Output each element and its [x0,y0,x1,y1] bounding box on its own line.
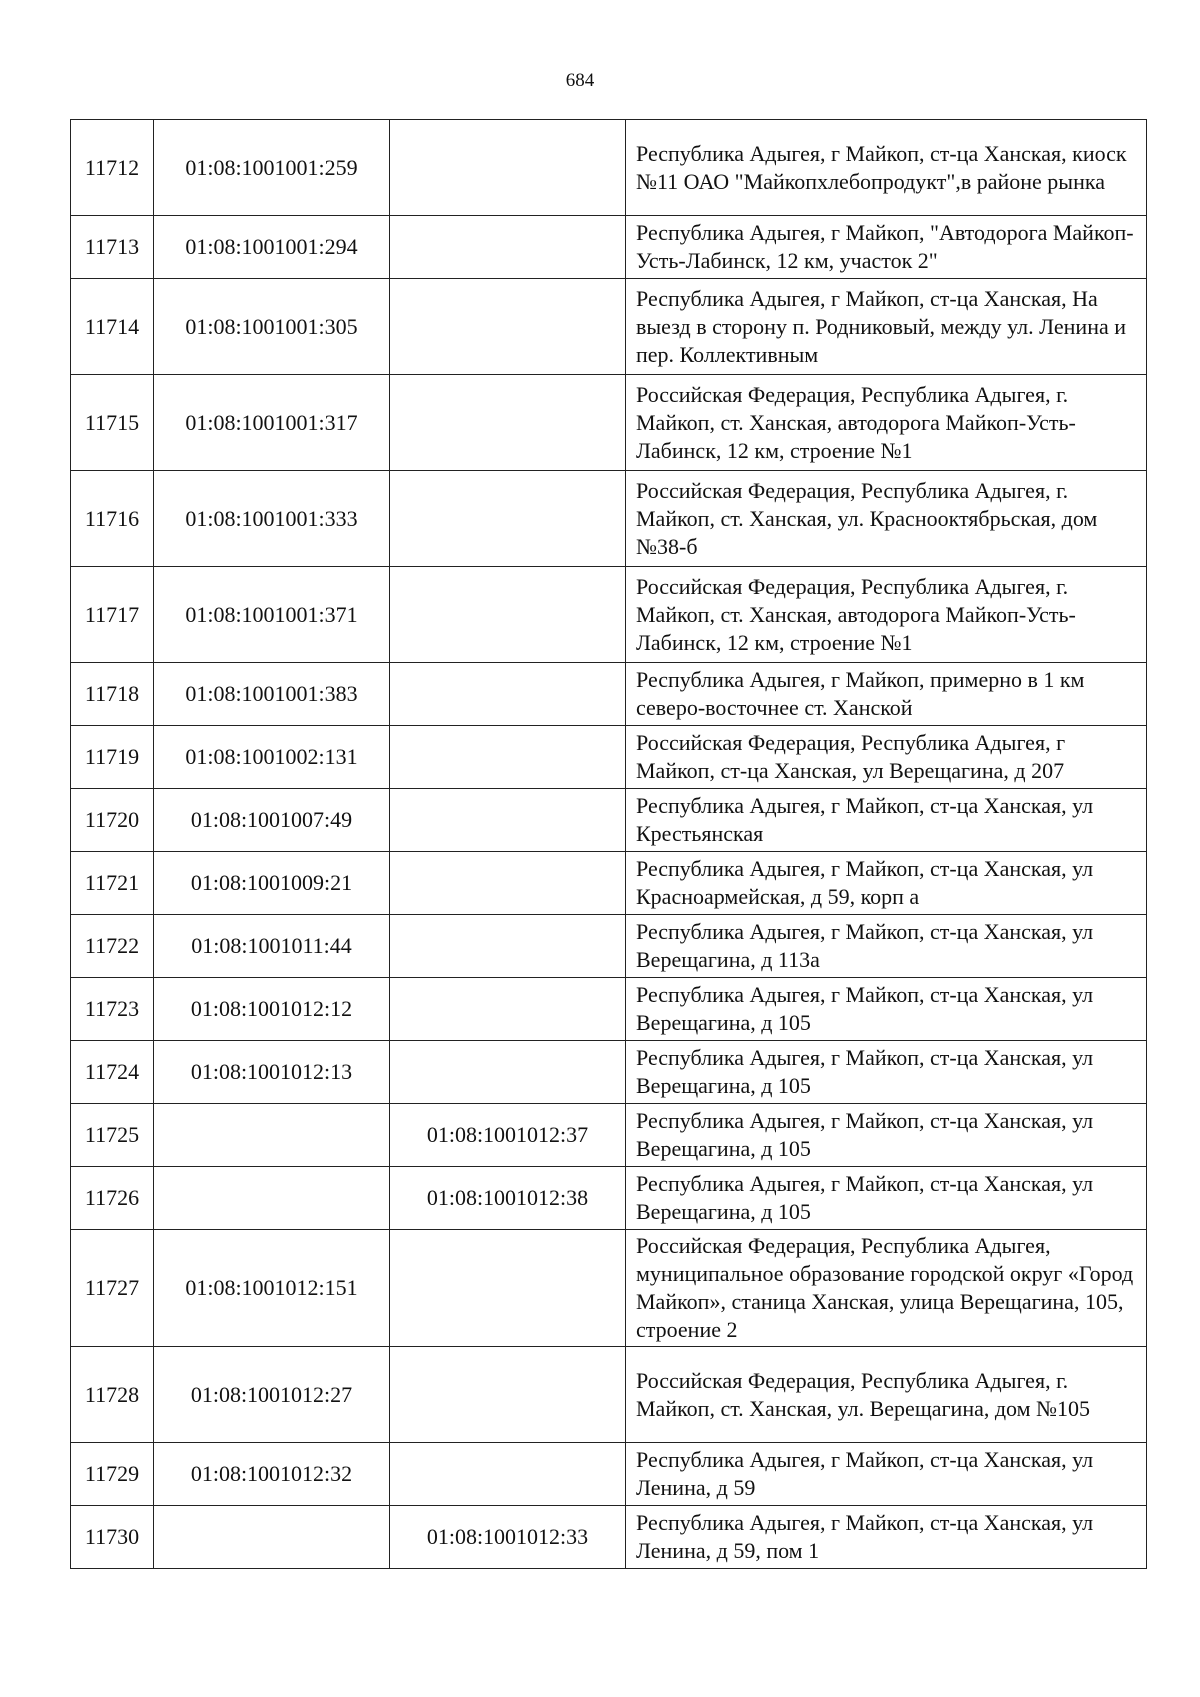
cadastral-number: 01:08:1001012:12 [154,978,390,1041]
cadastral-number: 01:08:1001001:305 [154,279,390,375]
address: Российская Федерация, Республика Адыгея, г. Майкоп, ст. Ханская, ул. Краснооктябрьская, дом №38-б [626,471,1147,567]
cadastral-number: 01:08:1001012:32 [154,1443,390,1506]
address: Республика Адыгея, г Майкоп, ст-ца Ханская, ул Верещагина, д 105 [626,978,1147,1041]
cadastral-number: 01:08:1001001:317 [154,375,390,471]
cadastral-number: 01:08:1001012:27 [154,1347,390,1443]
row-number: 11713 [71,216,154,279]
parent-cadastral-number [390,663,626,726]
table-row [71,978,1147,1041]
row-number: 11714 [71,279,154,375]
parent-cadastral-number [390,789,626,852]
address: Республика Адыгея, г Майкоп, ст-ца Ханская, ул Ленина, д 59, пом 1 [626,1506,1147,1569]
table-row [71,1041,1147,1104]
parent-cadastral-number [390,471,626,567]
table-row [71,567,1147,663]
address: Российская Федерация, Республика Адыгея, г Майкоп, ст-ца Ханская, ул Верещагина, д 207 [626,726,1147,789]
parent-cadastral-number: 01:08:1001012:38 [390,1167,626,1230]
row-number: 11720 [71,789,154,852]
row-number: 11725 [71,1104,154,1167]
cadastral-number: 01:08:1001012:151 [154,1230,390,1347]
cadastral-number: 01:08:1001011:44 [154,915,390,978]
parent-cadastral-number [390,852,626,915]
table-row [71,789,1147,852]
address: Республика Адыгея, г Майкоп, ст-ца Ханская, киоск №11 ОАО "Майкопхлебопродукт",в районе рынка [626,120,1147,216]
table-row [71,279,1147,375]
address: Республика Адыгея, г Майкоп, ст-ца Ханская, ул Красноармейская, д 59, корп а [626,852,1147,915]
table-row [71,1230,1147,1347]
row-number: 11722 [71,915,154,978]
cadastral-number [154,1104,390,1167]
address: Республика Адыгея, г Майкоп, ст-ца Ханская, ул Крестьянская [626,789,1147,852]
cadastral-number: 01:08:1001012:13 [154,1041,390,1104]
cadastral-number [154,1506,390,1569]
table-row [71,1506,1147,1569]
table-row [71,915,1147,978]
cadastral-number: 01:08:1001007:49 [154,789,390,852]
row-number: 11717 [71,567,154,663]
row-number: 11729 [71,1443,154,1506]
table-row [71,663,1147,726]
address: Республика Адыгея, г Майкоп, примерно в 1 км северо-восточнее ст. Ханской [626,663,1147,726]
cadastral-number: 01:08:1001002:131 [154,726,390,789]
table-row [71,726,1147,789]
parent-cadastral-number: 01:08:1001012:33 [390,1506,626,1569]
row-number: 11719 [71,726,154,789]
cadastral-number: 01:08:1001001:371 [154,567,390,663]
parent-cadastral-number [390,1443,626,1506]
address: Республика Адыгея, г Майкоп, "Автодорога Майкоп-Усть-Лабинск, 12 км, участок 2" [626,216,1147,279]
row-number: 11712 [71,120,154,216]
row-number: 11724 [71,1041,154,1104]
parent-cadastral-number [390,375,626,471]
parent-cadastral-number [390,726,626,789]
address: Республика Адыгея, г Майкоп, ст-ца Ханская, ул Верещагина, д 105 [626,1041,1147,1104]
parent-cadastral-number [390,567,626,663]
parent-cadastral-number [390,978,626,1041]
page-number: 684 [565,70,595,91]
cadastral-table [70,119,1147,1569]
parent-cadastral-number [390,216,626,279]
parent-cadastral-number [390,915,626,978]
table-row [71,1167,1147,1230]
cadastral-number: 01:08:1001001:294 [154,216,390,279]
table-row [71,375,1147,471]
parent-cadastral-number: 01:08:1001012:37 [390,1104,626,1167]
row-number: 11726 [71,1167,154,1230]
address: Российская Федерация, Республика Адыгея, муниципальное образование городской округ «Город Майкоп», станица Ханская, улица Верещагина, 105, строение 2 [626,1230,1147,1347]
address: Республика Адыгея, г Майкоп, ст-ца Ханская, ул Верещагина, д 113а [626,915,1147,978]
row-number: 11728 [71,1347,154,1443]
table-row [71,852,1147,915]
row-number: 11716 [71,471,154,567]
table-row [71,1104,1147,1167]
parent-cadastral-number [390,1230,626,1347]
row-number: 11718 [71,663,154,726]
address: Республика Адыгея, г Майкоп, ст-ца Ханская, ул Верещагина, д 105 [626,1104,1147,1167]
table-row [71,1347,1147,1443]
table-row [71,216,1147,279]
cadastral-number: 01:08:1001001:333 [154,471,390,567]
row-number: 11721 [71,852,154,915]
cadastral-number [154,1167,390,1230]
row-number: 11727 [71,1230,154,1347]
row-number: 11730 [71,1506,154,1569]
address: Республика Адыгея, г Майкоп, ст-ца Ханская, На выезд в сторону п. Родниковый, между ул. Ленина и пер. Коллективным [626,279,1147,375]
address: Российская Федерация, Республика Адыгея, г. Майкоп, ст. Ханская, автодорога Майкоп-Усть-Лабинск, 12 км, строение №1 [626,375,1147,471]
cadastral-number: 01:08:1001009:21 [154,852,390,915]
address: Республика Адыгея, г Майкоп, ст-ца Ханская, ул Верещагина, д 105 [626,1167,1147,1230]
address: Российская Федерация, Республика Адыгея, г. Майкоп, ст. Ханская, ул. Верещагина, дом №105 [626,1347,1147,1443]
table-row [71,120,1147,216]
parent-cadastral-number [390,279,626,375]
table-row [71,471,1147,567]
parent-cadastral-number [390,1041,626,1104]
cadastral-number: 01:08:1001001:383 [154,663,390,726]
address: Российская Федерация, Республика Адыгея, г. Майкоп, ст. Ханская, автодорога Майкоп-Усть-Лабинск, 12 км, строение №1 [626,567,1147,663]
row-number: 11715 [71,375,154,471]
parent-cadastral-number [390,120,626,216]
table-row [71,1443,1147,1506]
parent-cadastral-number [390,1347,626,1443]
row-number: 11723 [71,978,154,1041]
address: Республика Адыгея, г Майкоп, ст-ца Ханская, ул Ленина, д 59 [626,1443,1147,1506]
cadastral-number: 01:08:1001001:259 [154,120,390,216]
